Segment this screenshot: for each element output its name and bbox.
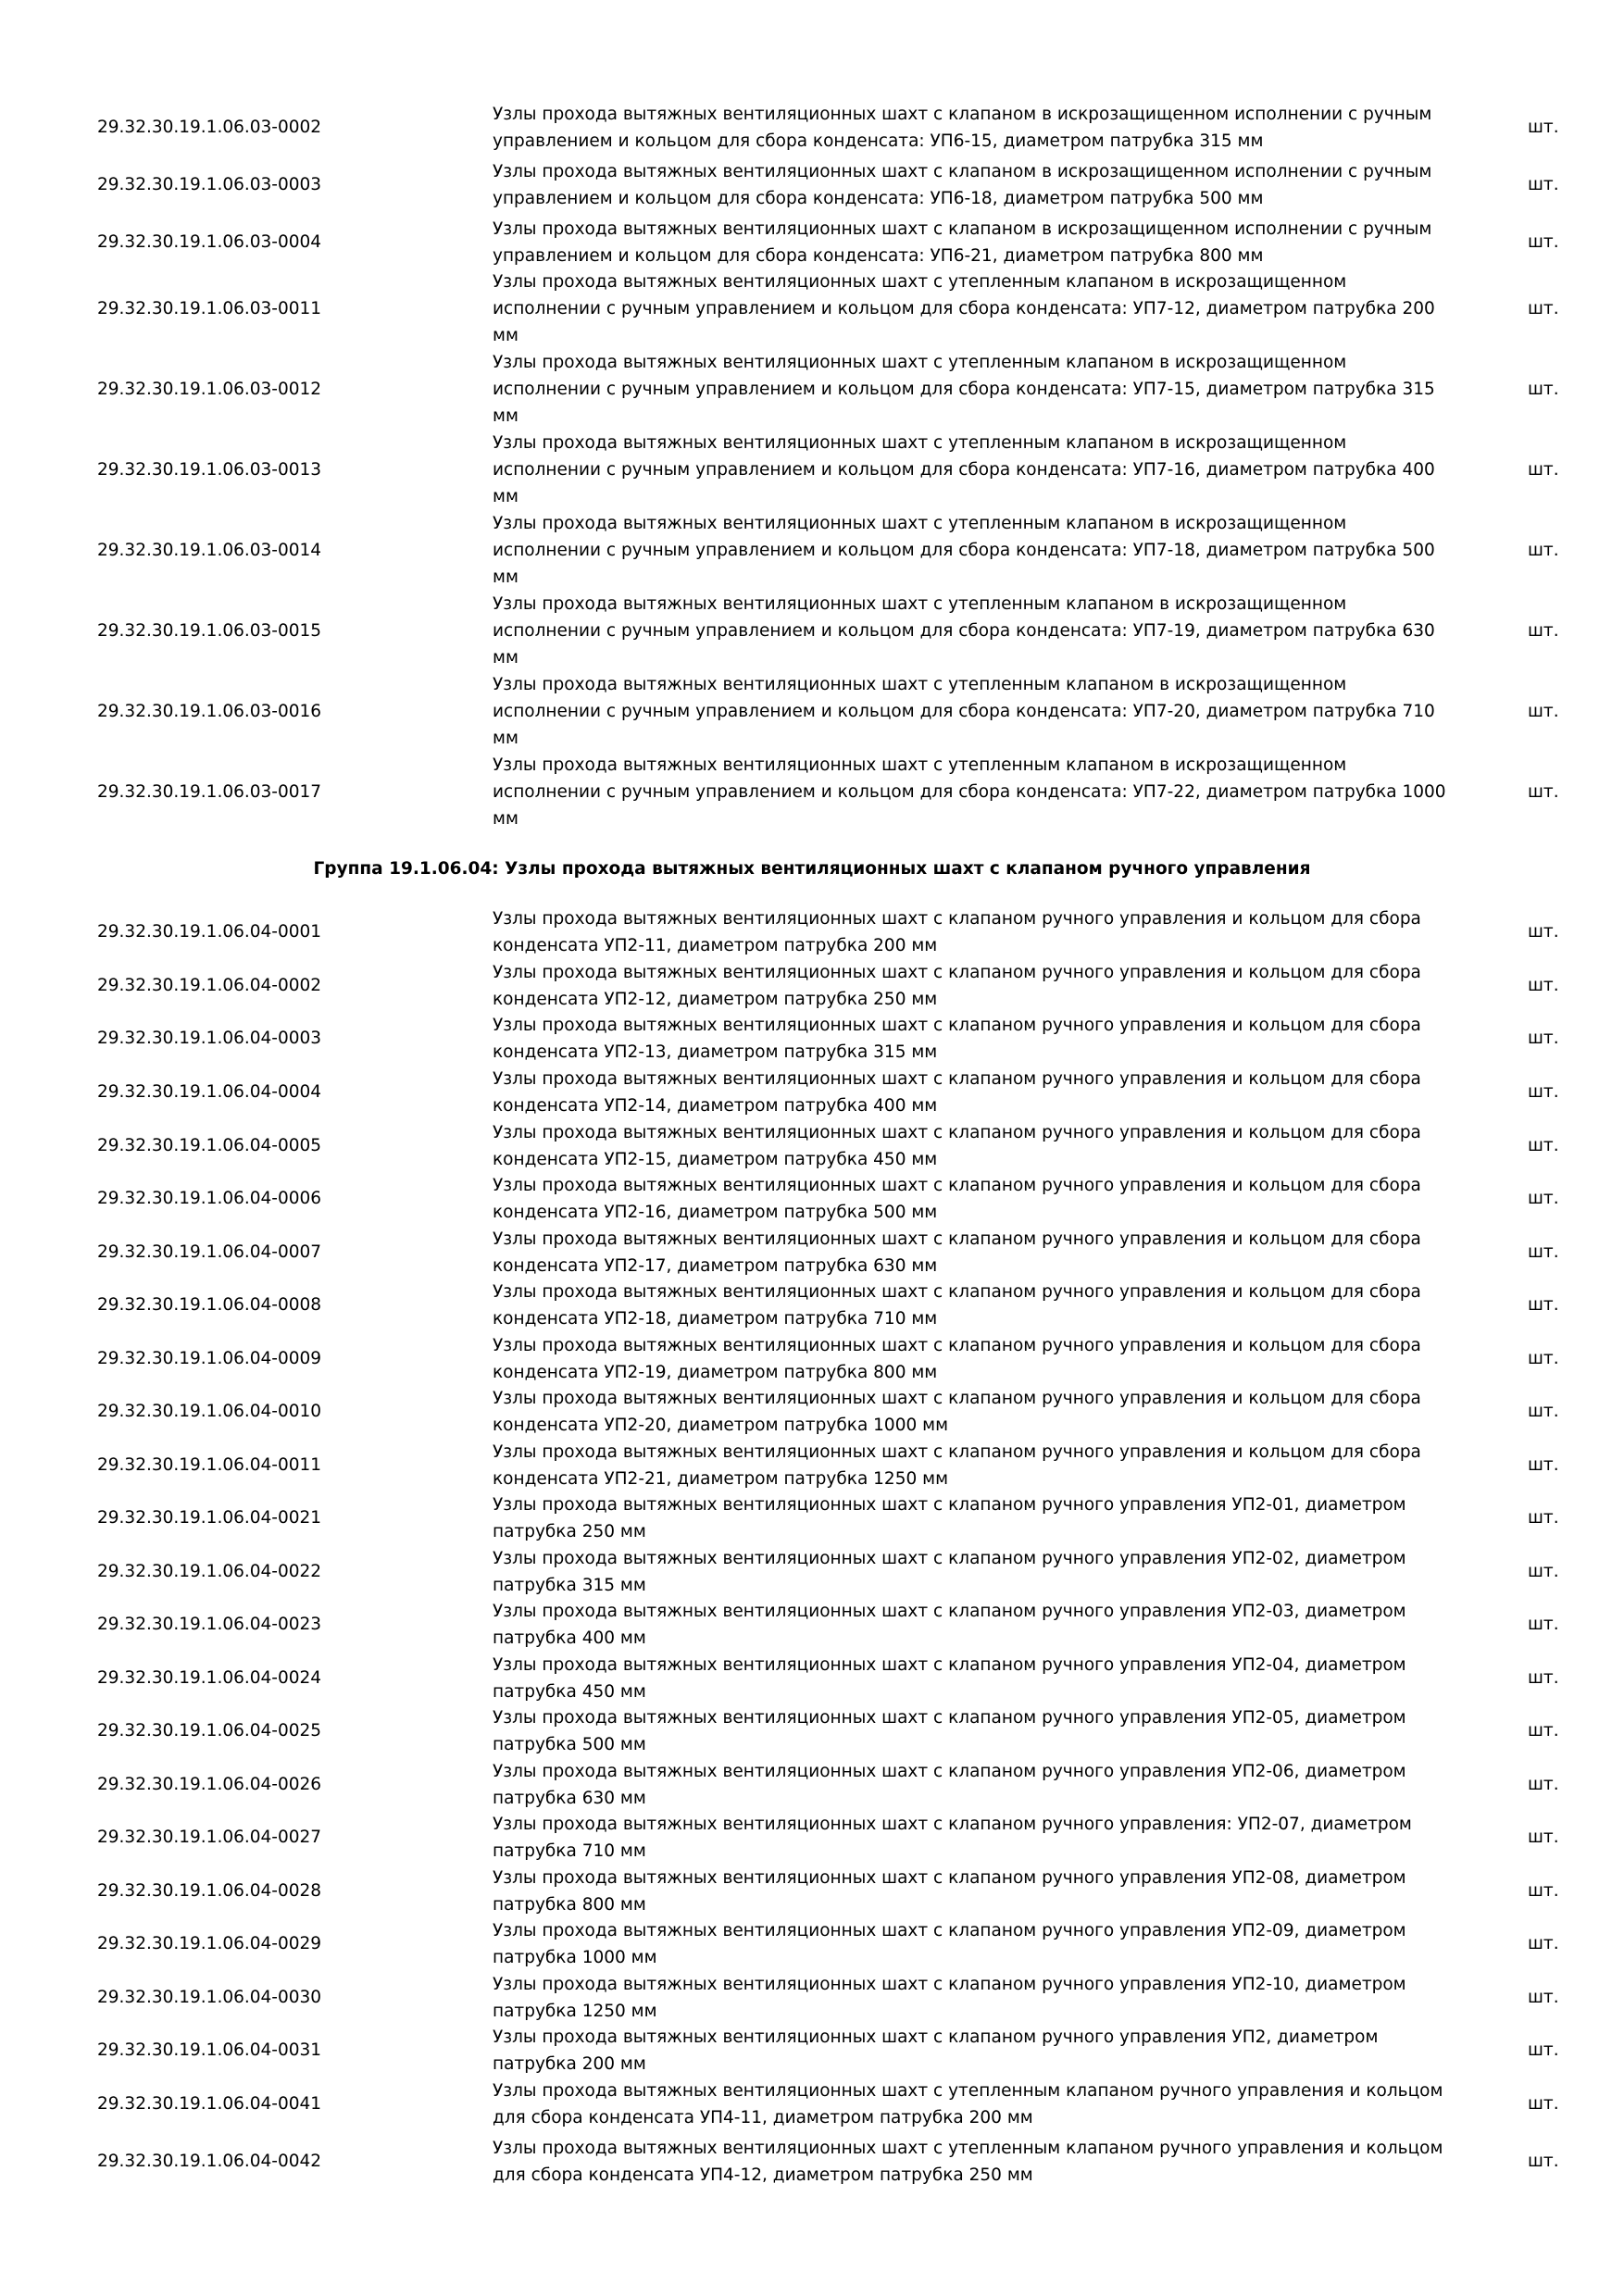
resource-unit: шт. [1528, 2094, 1559, 2114]
resource-unit: шт. [1528, 1828, 1559, 1847]
resource-unit: шт. [1528, 2040, 1559, 2060]
resource-unit: шт. [1528, 175, 1559, 194]
resource-description: Узлы прохода вытяжных вентиляционных шахт с клапаном ручного управления и кольцом для сбора конденсата УП2-13, диаметром патрубка 315 мм [493, 1016, 1421, 1062]
resource-unit: шт. [1528, 1775, 1559, 1794]
resource-unit: шт. [1528, 1455, 1559, 1475]
resource-unit: шт. [1528, 1082, 1559, 1102]
resource-code: 29.32.30.19.1.06.04-0003 [97, 1029, 322, 1048]
resource-code: 29.32.30.19.1.06.03-0014 [97, 541, 322, 560]
resource-description: Узлы прохода вытяжных вентиляционных шахт с клапаном ручного управления УП2, диаметром патрубка 200 мм [493, 2028, 1379, 2074]
resource-description: Узлы прохода вытяжных вентиляционных шахт с утепленным клапаном в искрозащищенном исполнении с ручным управлением и кольцом для сбора конденсата: УП7-19, диаметром патрубка 630 мм [493, 594, 1435, 668]
resource-description: Узлы прохода вытяжных вентиляционных шахт с клапаном ручного управления УП2-08, диаметром патрубка 800 мм [493, 1868, 1406, 1915]
resource-description: Узлы прохода вытяжных вентиляционных шахт с клапаном ручного управления УП2-03, диаметром патрубка 400 мм [493, 1602, 1406, 1648]
resource-description: Узлы прохода вытяжных вентиляционных шахт с клапаном ручного управления УП2-06, диаметром патрубка 630 мм [493, 1762, 1406, 1808]
resource-description: Узлы прохода вытяжных вентиляционных шахт с клапаном ручного управления и кольцом для сбора конденсата УП2-20, диаметром патрубка 1000 мм [493, 1389, 1421, 1435]
resource-unit: шт. [1528, 1881, 1559, 1901]
resource-code: 29.32.30.19.1.06.04-0006 [97, 1189, 322, 1208]
resource-code: 29.32.30.19.1.06.04-0009 [97, 1349, 322, 1368]
resource-code: 29.32.30.19.1.06.04-0023 [97, 1615, 322, 1634]
resource-unit: шт. [1528, 460, 1559, 480]
resource-code: 29.32.30.19.1.06.04-0041 [97, 2094, 322, 2114]
resource-description: Узлы прохода вытяжных вентиляционных шахт с клапаном ручного управления и кольцом для сбора конденсата УП2-18, диаметром патрубка 710 мм [493, 1282, 1421, 1329]
resource-unit: шт. [1528, 380, 1559, 399]
resource-code: 29.32.30.19.1.06.04-0005 [97, 1136, 322, 1155]
resource-unit: шт. [1528, 1402, 1559, 1421]
resource-code: 29.32.30.19.1.06.04-0030 [97, 1988, 322, 2007]
resource-code: 29.32.30.19.1.06.04-0007 [97, 1242, 322, 1262]
resource-description: Узлы прохода вытяжных вентиляционных шахт с клапаном ручного управления УП2-05, диаметром патрубка 500 мм [493, 1708, 1406, 1754]
resource-unit: шт. [1528, 1988, 1559, 2007]
resource-unit: шт. [1528, 1029, 1559, 1048]
resource-description: Узлы прохода вытяжных вентиляционных шахт с клапаном ручного управления и кольцом для сбора конденсата УП2-12, диаметром патрубка 250 мм [493, 963, 1421, 1009]
resource-code: 29.32.30.19.1.06.04-0021 [97, 1508, 322, 1528]
resource-description: Узлы прохода вытяжных вентиляционных шахт с клапаном ручного управления и кольцом для сбора конденсата УП2-21, диаметром патрубка 1250 мм [493, 1442, 1421, 1489]
resource-code: 29.32.30.19.1.06.03-0015 [97, 621, 322, 641]
resource-code: 29.32.30.19.1.06.03-0003 [97, 175, 322, 194]
resource-description: Узлы прохода вытяжных вентиляционных шахт с клапаном ручного управления УП2-02, диаметром патрубка 315 мм [493, 1549, 1406, 1595]
resource-code: 29.32.30.19.1.06.04-0010 [97, 1402, 322, 1421]
resource-description: Узлы прохода вытяжных вентиляционных шахт с клапаном ручного управления и кольцом для сбора конденсата УП2-11, диаметром патрубка 200 мм [493, 909, 1421, 955]
resource-unit: шт. [1528, 1349, 1559, 1368]
resource-code: 29.32.30.19.1.06.04-0028 [97, 1881, 322, 1901]
resource-description: Узлы прохода вытяжных вентиляционных шахт с клапаном ручного управления УП2-04, диаметром патрубка 450 мм [493, 1655, 1406, 1702]
resource-unit: шт. [1528, 541, 1559, 560]
resource-description: Узлы прохода вытяжных вентиляционных шахт с клапаном ручного управления и кольцом для сбора конденсата УП2-17, диаметром патрубка 630 мм [493, 1229, 1421, 1276]
resource-unit: шт. [1528, 922, 1559, 942]
group-title: Группа 19.1.06.04: Узлы прохода вытяжных вентиляционных шахт с клапаном ручного управления [313, 859, 1311, 879]
resource-description: Узлы прохода вытяжных вентиляционных шахт с клапаном в искрозащищенном исполнении с ручным управлением и кольцом для сбора конденсата: УП6-18, диаметром патрубка 500 мм [493, 162, 1432, 208]
resource-unit: шт. [1528, 1934, 1559, 1953]
resource-description: Узлы прохода вытяжных вентиляционных шахт с утепленным клапаном в искрозащищенном исполнении с ручным управлением и кольцом для сбора конденсата: УП7-20, диаметром патрубка 710 мм [493, 675, 1435, 748]
resource-code: 29.32.30.19.1.06.03-0012 [97, 380, 322, 399]
resource-code: 29.32.30.19.1.06.04-0031 [97, 2040, 322, 2060]
resource-unit: шт. [1528, 621, 1559, 641]
resource-description: Узлы прохода вытяжных вентиляционных шахт с клапаном ручного управления УП2-10, диаметром патрубка 1250 мм [493, 1975, 1406, 2021]
resource-description: Узлы прохода вытяжных вентиляционных шахт с утепленным клапаном ручного управления и кольцом для сбора конденсата УП4-11, диаметром патрубка 200 мм [493, 2081, 1443, 2128]
resource-unit: шт. [1528, 1136, 1559, 1155]
resource-unit: шт. [1528, 1615, 1559, 1634]
resource-code: 29.32.30.19.1.06.04-0025 [97, 1721, 322, 1741]
resource-code: 29.32.30.19.1.06.03-0017 [97, 782, 322, 802]
resource-description: Узлы прохода вытяжных вентиляционных шахт с утепленным клапаном в искрозащищенном исполнении с ручным управлением и кольцом для сбора конденсата: УП7-12, диаметром патрубка 200 мм [493, 272, 1435, 345]
resource-code: 29.32.30.19.1.06.04-0011 [97, 1455, 322, 1475]
resource-unit: шт. [1528, 1562, 1559, 1581]
resource-description: Узлы прохода вытяжных вентиляционных шахт с клапаном ручного управления УП2-01, диаметром патрубка 250 мм [493, 1495, 1406, 1541]
resource-description: Узлы прохода вытяжных вентиляционных шахт с клапаном в искрозащищенном исполнении с ручным управлением и кольцом для сбора конденсата: УП6-15, диаметром патрубка 315 мм [493, 105, 1432, 151]
resource-description: Узлы прохода вытяжных вентиляционных шахт с утепленным клапаном в искрозащищенном исполнении с ручным управлением и кольцом для сбора конденсата: УП7-15, диаметром патрубка 315 мм [493, 353, 1435, 426]
resource-code: 29.32.30.19.1.06.04-0002 [97, 976, 322, 995]
resource-unit: шт. [1528, 232, 1559, 252]
resource-unit: шт. [1528, 1242, 1559, 1262]
resource-unit: шт. [1528, 702, 1559, 721]
resource-unit: шт. [1528, 2152, 1559, 2171]
resource-unit: шт. [1528, 118, 1559, 137]
resource-unit: шт. [1528, 299, 1559, 318]
resource-unit: шт. [1528, 782, 1559, 802]
resource-code: 29.32.30.19.1.06.04-0042 [97, 2152, 322, 2171]
resource-code: 29.32.30.19.1.06.03-0013 [97, 460, 322, 480]
resource-description: Узлы прохода вытяжных вентиляционных шахт с клапаном ручного управления и кольцом для сбора конденсата УП2-15, диаметром патрубка 450 мм [493, 1123, 1421, 1169]
resource-code: 29.32.30.19.1.06.04-0024 [97, 1668, 322, 1688]
resource-code: 29.32.30.19.1.06.03-0002 [97, 118, 322, 137]
resource-code: 29.32.30.19.1.06.04-0029 [97, 1934, 322, 1953]
resource-code: 29.32.30.19.1.06.04-0008 [97, 1295, 322, 1315]
resource-unit: шт. [1528, 1668, 1559, 1688]
resource-code: 29.32.30.19.1.06.03-0016 [97, 702, 322, 721]
resource-description: Узлы прохода вытяжных вентиляционных шахт с утепленным клапаном в искрозащищенном исполнении с ручным управлением и кольцом для сбора конденсата: УП7-18, диаметром патрубка 500 мм [493, 514, 1435, 587]
resource-description: Узлы прохода вытяжных вентиляционных шахт с клапаном ручного управления и кольцом для сбора конденсата УП2-19, диаметром патрубка 800 мм [493, 1336, 1421, 1382]
resource-description: Узлы прохода вытяжных вентиляционных шахт с клапаном ручного управления: УП2-07, диаметром патрубка 710 мм [493, 1815, 1412, 1861]
resource-code: 29.32.30.19.1.06.03-0011 [97, 299, 322, 318]
resource-code: 29.32.30.19.1.06.04-0022 [97, 1562, 322, 1581]
resource-unit: шт. [1528, 976, 1559, 995]
resource-description: Узлы прохода вытяжных вентиляционных шахт с утепленным клапаном в искрозащищенном исполнении с ручным управлением и кольцом для сбора конденсата: УП7-16, диаметром патрубка 400 мм [493, 433, 1435, 506]
resource-code: 29.32.30.19.1.06.04-0001 [97, 922, 322, 942]
resource-unit: шт. [1528, 1189, 1559, 1208]
resource-unit: шт. [1528, 1508, 1559, 1528]
resource-description: Узлы прохода вытяжных вентиляционных шахт с утепленным клапаном ручного управления и кольцом для сбора конденсата УП4-12, диаметром патрубка 250 мм [493, 2139, 1443, 2185]
resource-description: Узлы прохода вытяжных вентиляционных шахт с клапаном ручного управления и кольцом для сбора конденсата УП2-16, диаметром патрубка 500 мм [493, 1176, 1421, 1222]
resource-description: Узлы прохода вытяжных вентиляционных шахт с клапаном ручного управления УП2-09, диаметром патрубка 1000 мм [493, 1921, 1406, 1967]
resource-code: 29.32.30.19.1.06.04-0004 [97, 1082, 322, 1102]
resource-code: 29.32.30.19.1.06.03-0004 [97, 232, 322, 252]
resource-unit: шт. [1528, 1295, 1559, 1315]
resource-code: 29.32.30.19.1.06.04-0027 [97, 1828, 322, 1847]
resource-description: Узлы прохода вытяжных вентиляционных шахт с утепленным клапаном в искрозащищенном исполнении с ручным управлением и кольцом для сбора конденсата: УП7-22, диаметром патрубка 1000 мм [493, 755, 1446, 829]
resource-code: 29.32.30.19.1.06.04-0026 [97, 1775, 322, 1794]
resource-description: Узлы прохода вытяжных вентиляционных шахт с клапаном ручного управления и кольцом для сбора конденсата УП2-14, диаметром патрубка 400 мм [493, 1069, 1421, 1116]
resource-unit: шт. [1528, 1721, 1559, 1741]
resource-description: Узлы прохода вытяжных вентиляционных шахт с клапаном в искрозащищенном исполнении с ручным управлением и кольцом для сбора конденсата: УП6-21, диаметром патрубка 800 мм [493, 219, 1432, 266]
